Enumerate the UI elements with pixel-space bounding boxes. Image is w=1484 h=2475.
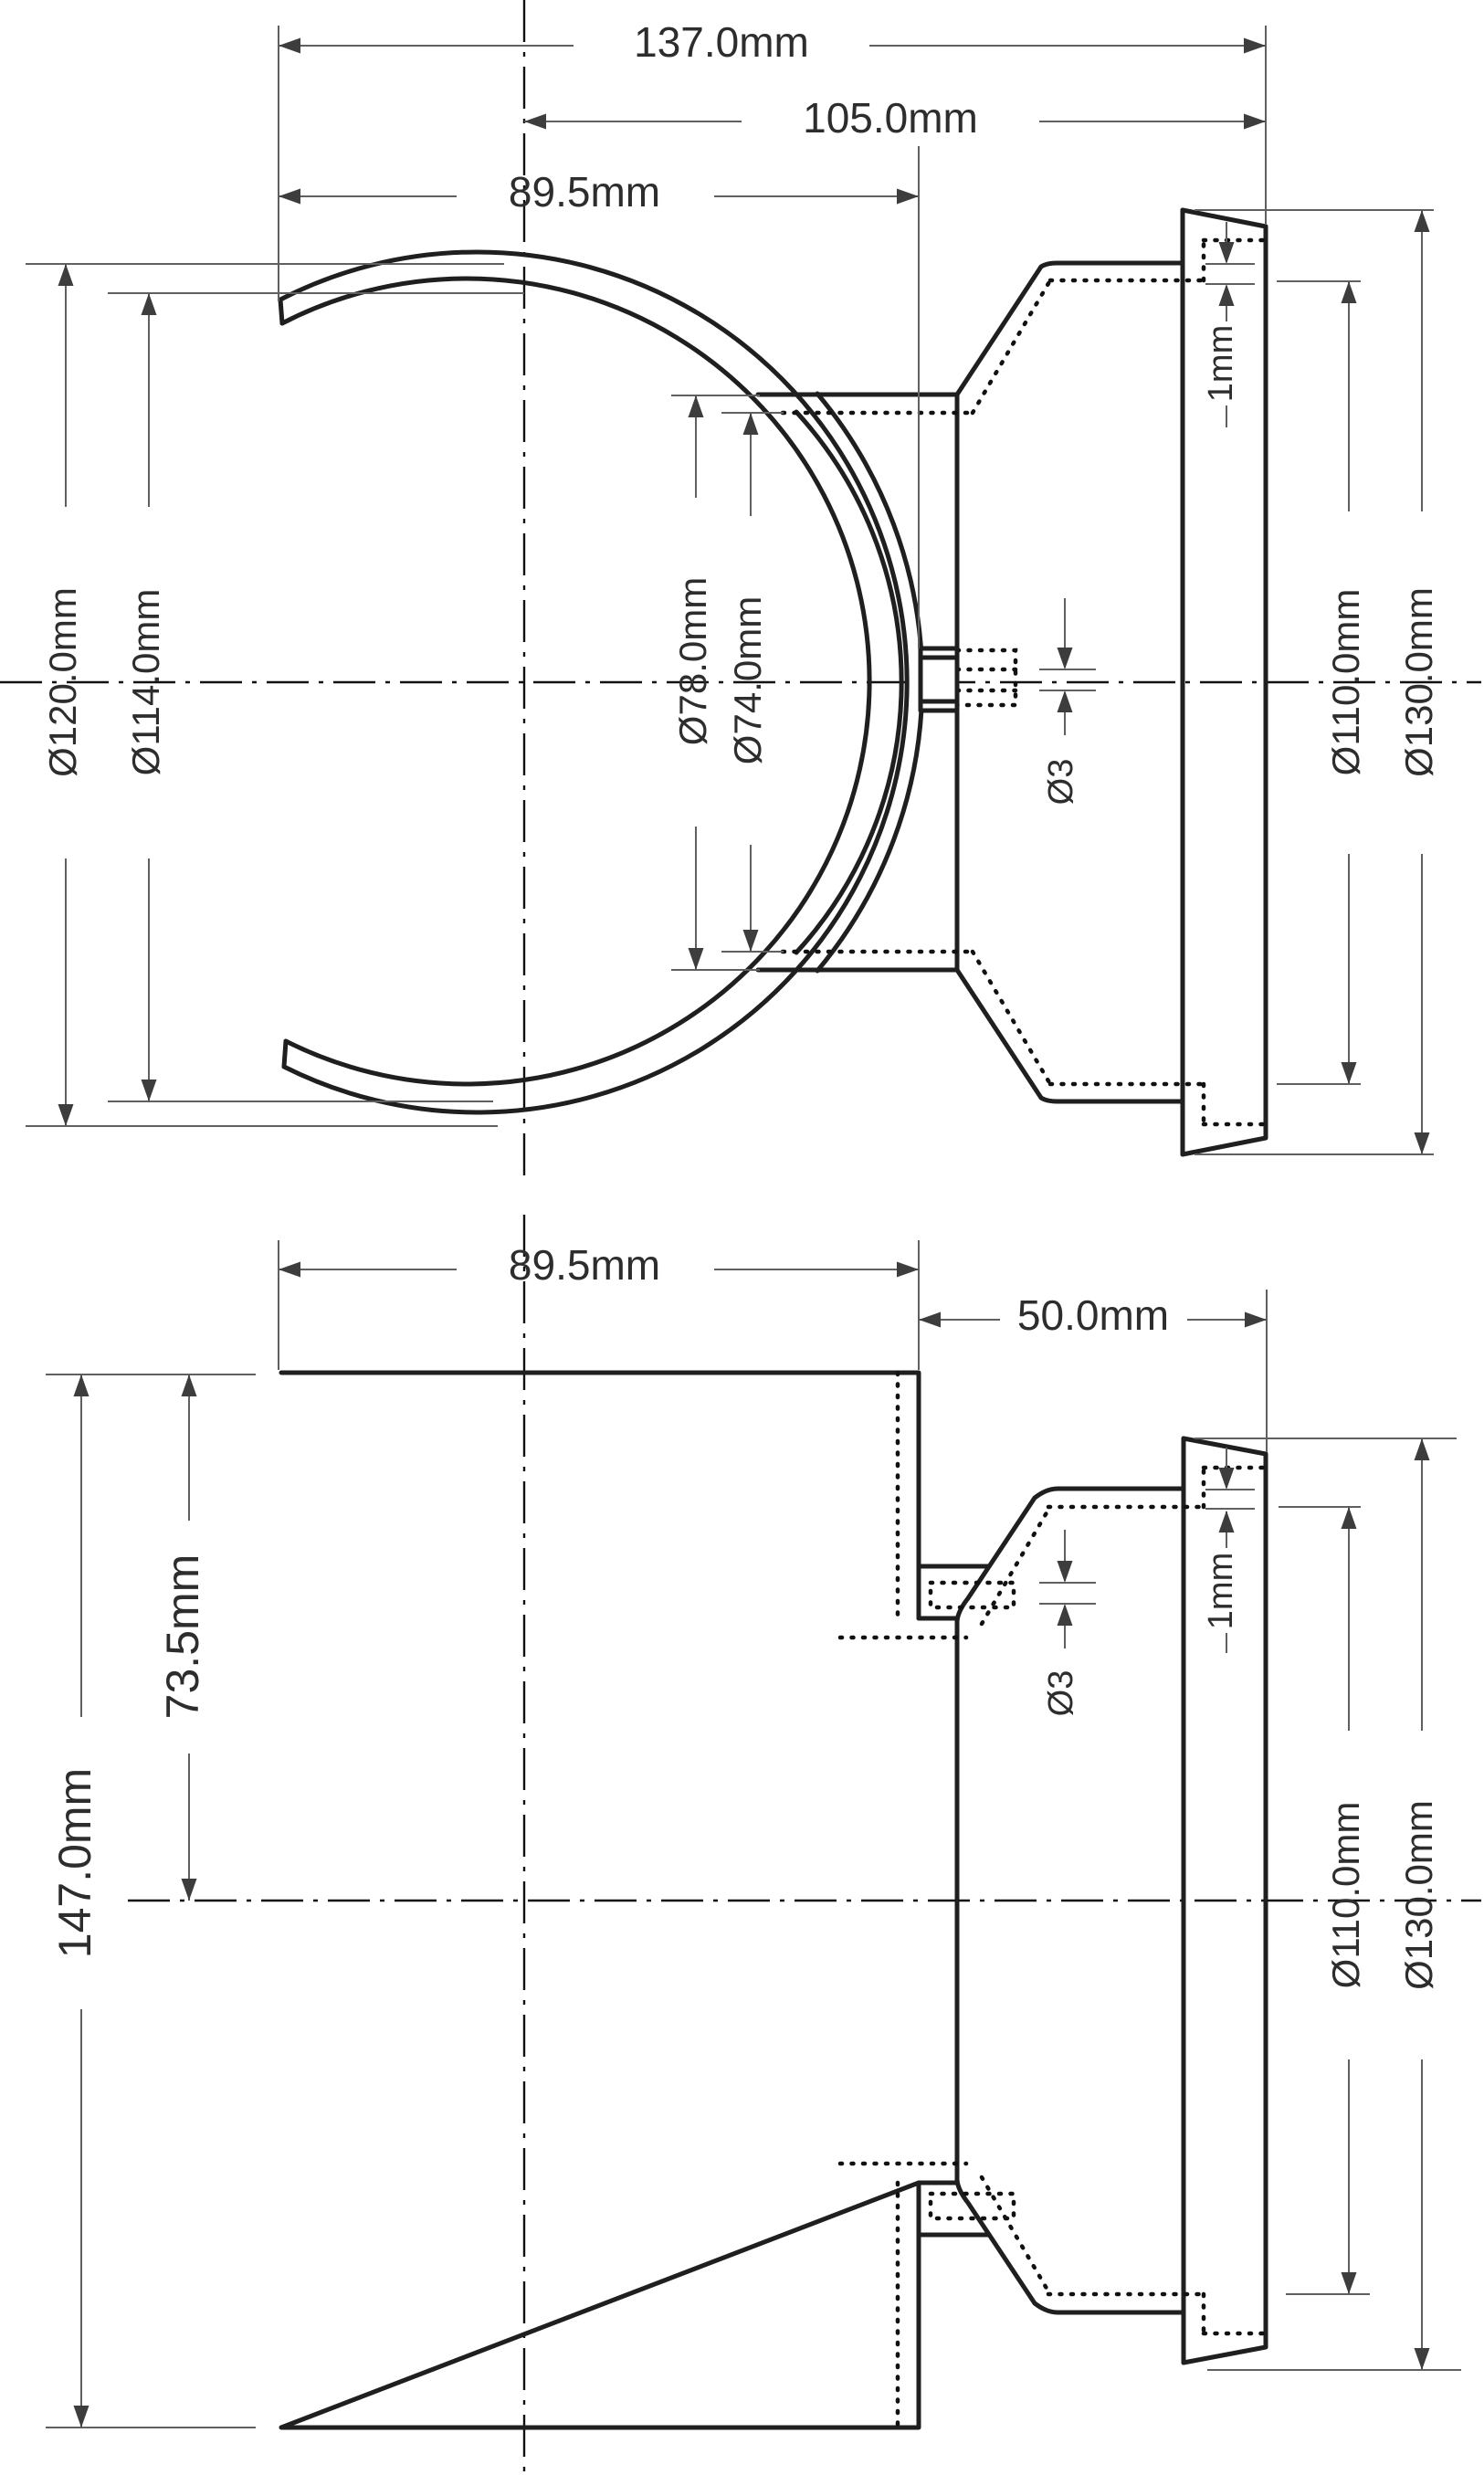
arrowheads bbox=[58, 38, 1430, 1155]
dimension-label: 89.5mm bbox=[508, 168, 661, 216]
dimension-label: 89.5mm bbox=[508, 1241, 661, 1290]
dimension-label: 1mm bbox=[1202, 1552, 1241, 1630]
dimension-label: Ø110.0mm bbox=[1324, 588, 1368, 776]
dimension-label: Ø130.0mm bbox=[1397, 1800, 1441, 1990]
dimension-label: Ø120.0mm bbox=[41, 587, 85, 777]
side-view-labels bbox=[49, 1241, 1440, 1990]
arrowheads bbox=[74, 1262, 1430, 2428]
front-view bbox=[0, 0, 1481, 1180]
dimension-label: 73.5mm bbox=[157, 1553, 209, 1720]
side-view bbox=[46, 1215, 1481, 2475]
front-view-labels bbox=[41, 18, 1440, 805]
dimension-label: Ø74.0mm bbox=[726, 595, 770, 765]
dimension-label: Ø114.0mm bbox=[124, 588, 168, 776]
centerlines bbox=[0, 0, 1481, 1180]
dimension-label: Ø110.0mm bbox=[1324, 1801, 1368, 1989]
dimension-label: 1mm bbox=[1202, 324, 1241, 403]
centerlines bbox=[128, 1215, 1481, 2475]
dimension-label: 137.0mm bbox=[634, 18, 809, 67]
dimension-label: Ø78.0mm bbox=[671, 576, 715, 746]
dimension-label: Ø3 bbox=[1042, 758, 1081, 806]
dimension-label: 147.0mm bbox=[49, 1767, 101, 1959]
pin-boss bbox=[921, 648, 957, 711]
dimension-label: 105.0mm bbox=[803, 94, 978, 142]
dimension-label: Ø130.0mm bbox=[1397, 587, 1441, 777]
dimension-label: Ø3 bbox=[1042, 1669, 1081, 1717]
extension-lines bbox=[46, 1240, 1461, 2428]
dimension-label: 50.0mm bbox=[1016, 1291, 1170, 1340]
